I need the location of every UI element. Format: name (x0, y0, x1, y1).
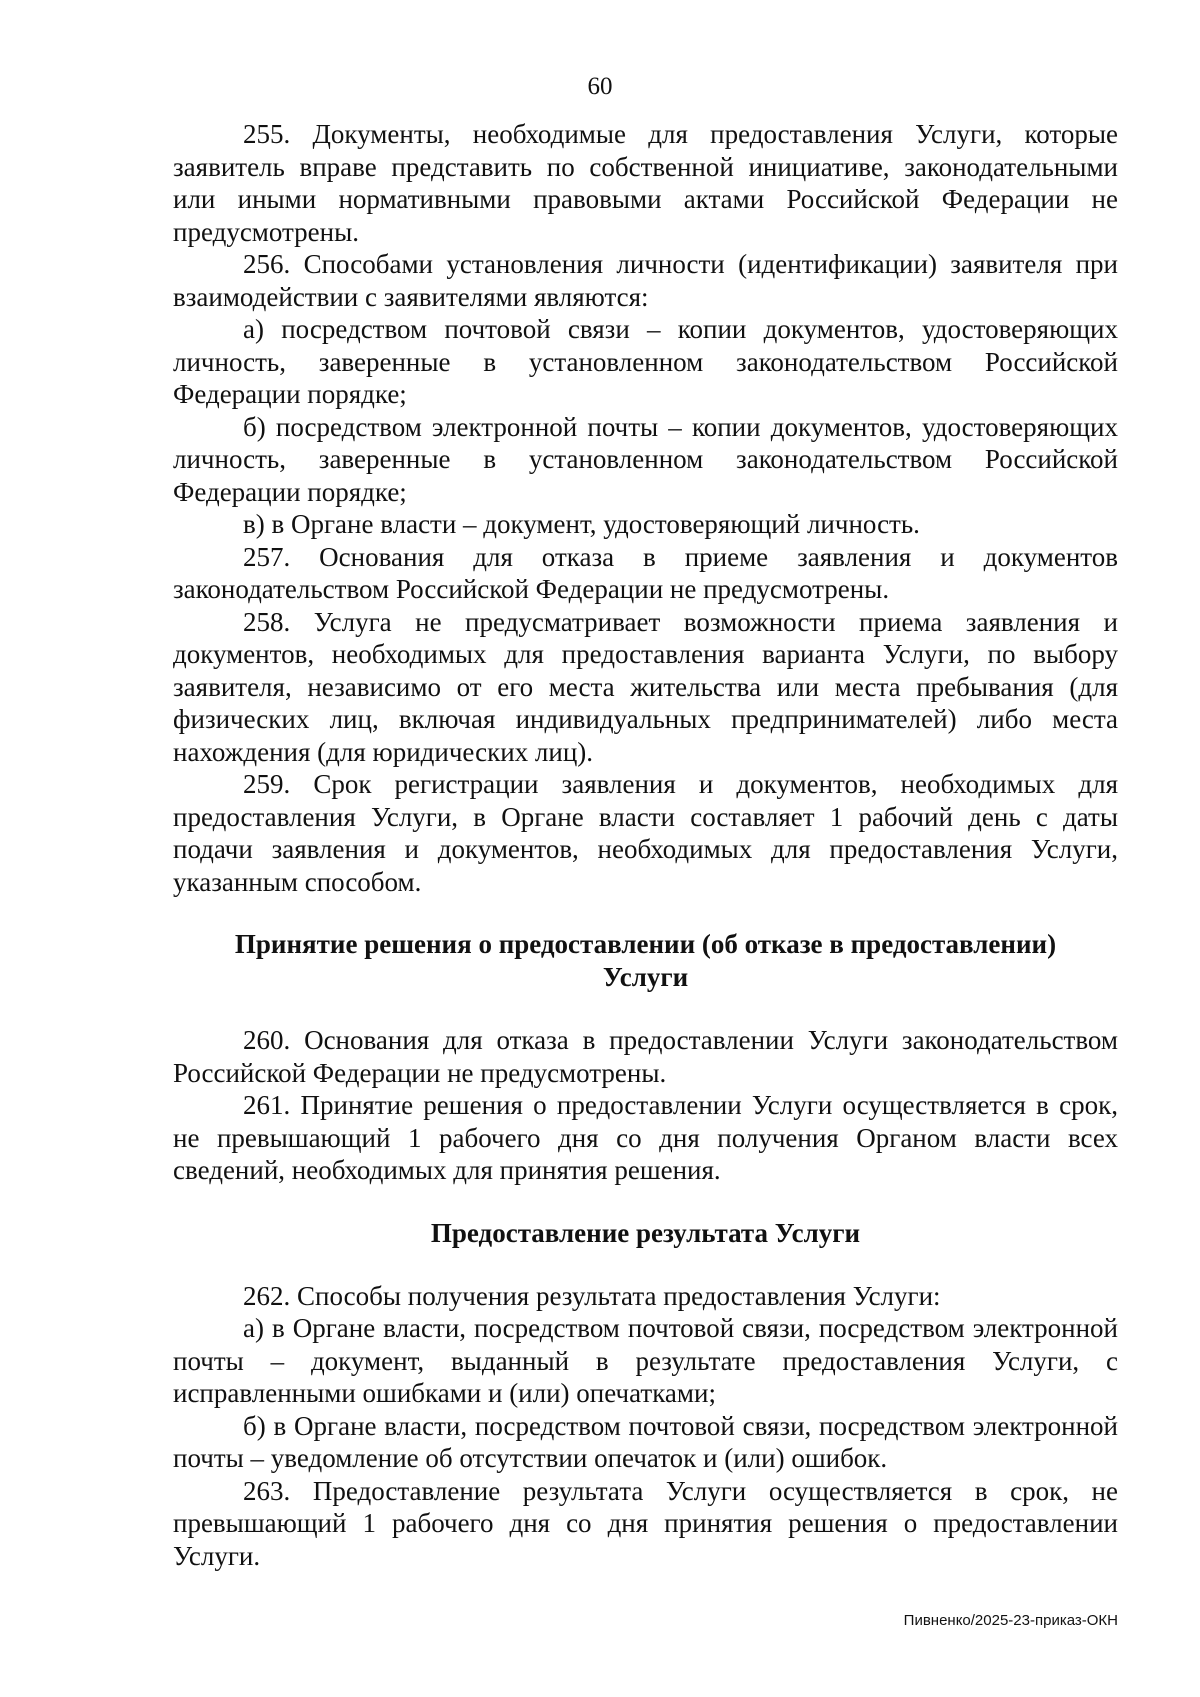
paragraph-257: 257. Основания для отказа в приеме заявления и документов законодательством Российской Федерации не предусмотрены. (173, 541, 1118, 604)
paragraph-259: 259. Срок регистрации заявления и документов, необходимых для предоставления Услуги, в Органе власти составляет 1 рабочий день с даты подачи заявления и документов, необходимых для предоставления Услуги, указанным способом. (173, 769, 1118, 897)
section-heading-decision-line2: Услуги (602, 962, 689, 992)
paragraph-262-b: б) в Органе власти, посредством почтовой связи, посредством электронной почты – уведомление об отсутствии опечаток и (или) ошибок. (173, 1410, 1118, 1473)
paragraph-263: 263. Предоставление результата Услуги осуществляется в срок, не превышающий 1 рабочего дня со дня принятия решения о предоставлении Услуги. (173, 1475, 1118, 1571)
paragraph-256-a: а) посредством почтовой связи – копии документов, удостоверяющих личность, заверенные в установленном законодательством Российской Федерации порядке; (173, 314, 1118, 409)
document-body (173, 118, 1118, 1572)
document-footer-code: Пивненко/2025-23-приказ-ОКН (903, 1612, 1118, 1629)
paragraph-256: 256. Способами установления личности (идентификации) заявителя при взаимодействии с заявителями являются: (173, 249, 1118, 312)
page-number: 60 (587, 73, 613, 100)
paragraph-262: 262. Способы получения результата предоставления Услуги: (243, 1280, 941, 1311)
paragraph-260: 260. Основания для отказа в предоставлении Услуги законодательством Российской Федерации не предусмотрены. (173, 1025, 1118, 1088)
paragraph-261: 261. Принятие решения о предоставлении Услуги осуществляется в срок, не превышающий 1 рабочего дня со дня получения Органом власти всех сведений, необходимых для принятия решения. (173, 1090, 1118, 1185)
paragraph-256-b: б) посредством электронной почты – копии документов, удостоверяющих личность, заверенные в установленном законодательством Российской Федерации порядке; (173, 411, 1118, 507)
paragraph-256-v: в) в Органе власти – документ, удостоверяющий личность. (243, 509, 920, 539)
section-heading-decision-line1: Принятие решения о предоставлении (об отказе в предоставлении) (234, 929, 1057, 959)
section-heading-result: Предоставление результата Услуги (430, 1217, 861, 1248)
paragraph-262-a: а) в Органе власти, посредством почтовой связи, посредством электронной почты – документ, выданный в результате предоставления Услуги, с исправленными ошибками и (или) опечатками; (173, 1313, 1118, 1408)
section-heading-decision (173, 928, 1118, 994)
paragraph-255: 255. Документы, необходимые для предоставления Услуги, которые заявитель вправе представить по собственной инициативе, законодательными или иными нормативными правовыми актами Российской Федерации не предусмотрены. (173, 119, 1118, 247)
paragraph-258: 258. Услуга не предусматривает возможности приема заявления и документов, необходимых для предоставления варианта Услуги, по выбору заявителя, независимо от его места жительства или места пребывания (для физических лиц, включая индивидуальных предпринимателей) либо места нахождения (для юридических лиц). (173, 606, 1118, 767)
